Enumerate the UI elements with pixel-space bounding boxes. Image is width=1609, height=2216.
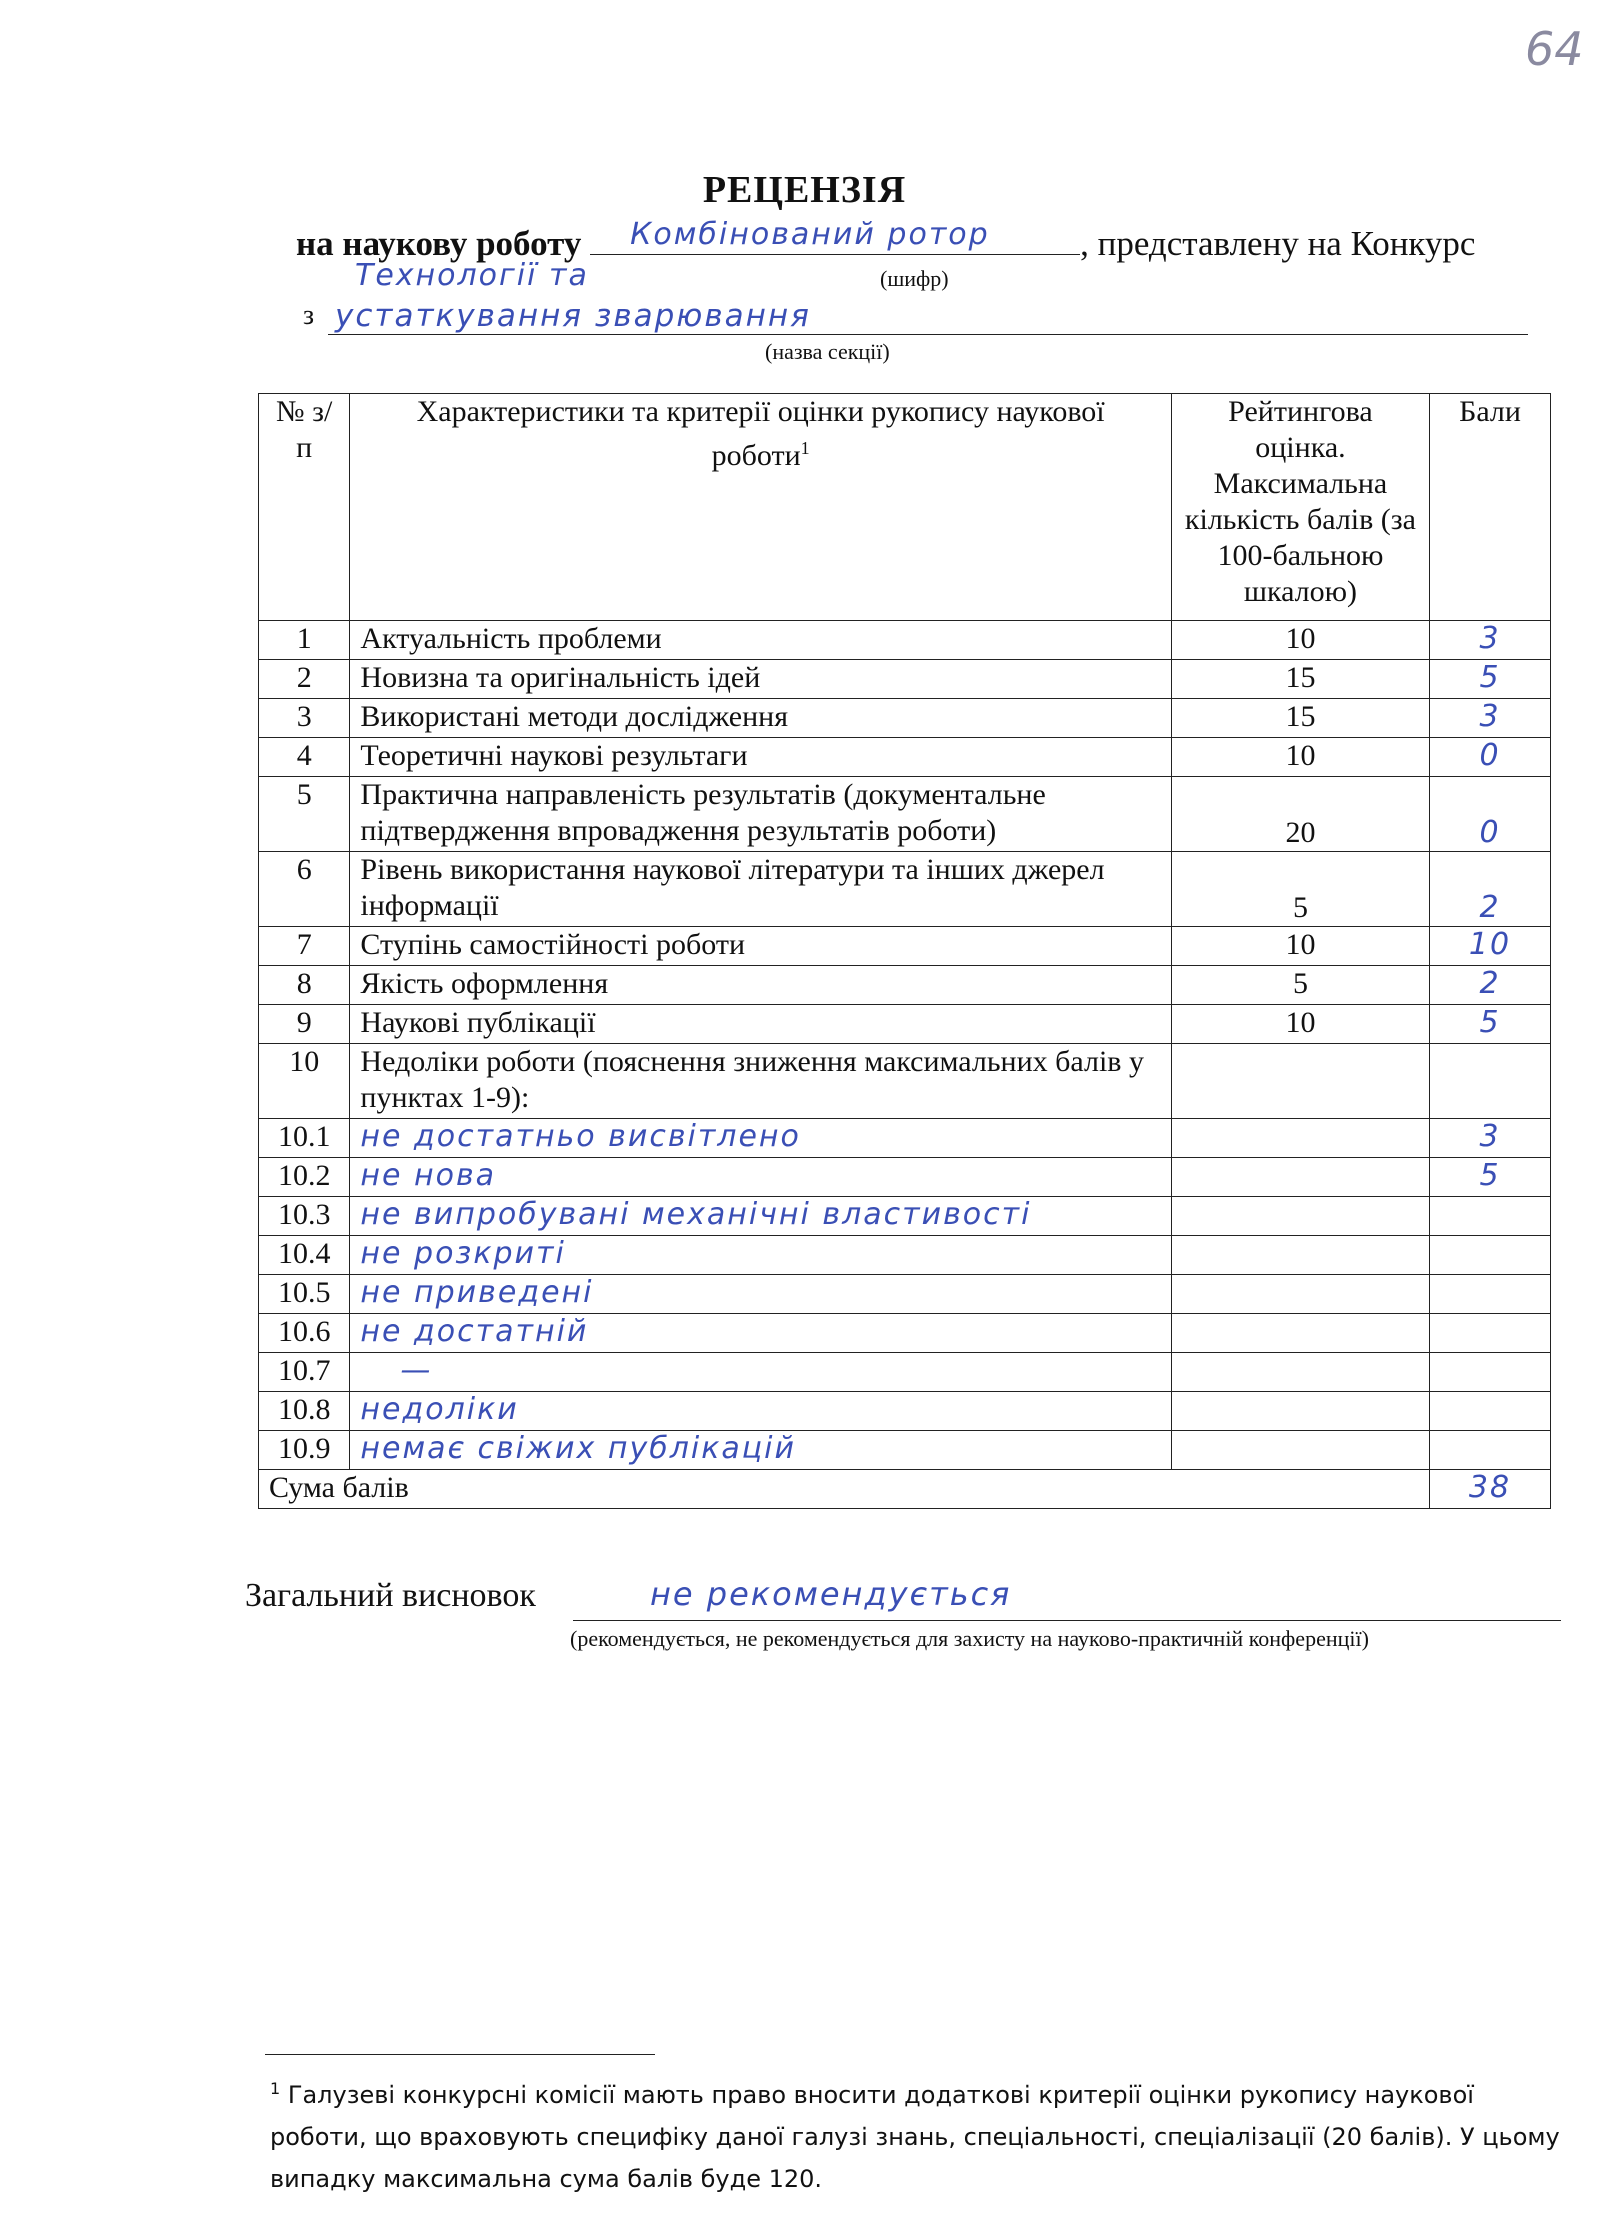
table-subrow	[259, 1236, 1551, 1275]
subrow-max	[1171, 1314, 1429, 1353]
table-subrow	[259, 1119, 1551, 1158]
subrow-max	[1171, 1392, 1429, 1431]
table-subrow	[259, 1197, 1551, 1236]
row-max: 10	[1171, 738, 1429, 777]
table-subrow	[259, 1275, 1551, 1314]
row-score[interactable]	[1430, 1044, 1551, 1119]
subrow-score[interactable]	[1430, 1275, 1551, 1314]
subrow-score[interactable]	[1430, 1197, 1551, 1236]
table-row	[259, 777, 1551, 852]
subrow-score[interactable]	[1430, 1314, 1551, 1353]
conclusion-handwritten: не рекомендується	[650, 1575, 1012, 1613]
table-row	[259, 852, 1551, 927]
subrow-num: 10.2	[259, 1158, 350, 1197]
subrow-note[interactable]: —	[400, 1353, 433, 1388]
subrow-note[interactable]: немає свіжих публікацій	[360, 1431, 796, 1466]
table-row	[259, 660, 1551, 699]
table-row	[259, 1005, 1551, 1044]
header-criteria	[350, 394, 1171, 621]
conclusion-label: Загальний висновок	[245, 1577, 536, 1614]
row-num: 9	[259, 1005, 350, 1044]
table-row	[259, 966, 1551, 1005]
row-criterion: Актуальність проблеми	[350, 621, 1171, 660]
subrow-max	[1171, 1275, 1429, 1314]
table-subrow	[259, 1158, 1551, 1197]
cipher-caption: (шифр)	[880, 266, 949, 291]
row-max: 5	[1171, 852, 1429, 927]
footnote-divider	[265, 2054, 655, 2055]
subrow-max	[1171, 1197, 1429, 1236]
row-num: 1	[259, 621, 350, 660]
row-num: 6	[259, 852, 350, 927]
subrow-note[interactable]: недоліки	[360, 1392, 519, 1427]
subrow-num: 10.5	[259, 1275, 350, 1314]
subrow-num: 10.9	[259, 1431, 350, 1470]
cipher-handwritten: Комбінований ротор	[630, 217, 990, 252]
section-caption: (назва секції)	[765, 339, 890, 364]
document-title: РЕЦЕНЗІЯ	[702, 169, 907, 211]
subrow-note[interactable]: не нова	[360, 1158, 497, 1193]
row-max: 10	[1171, 621, 1429, 660]
row-criterion: Наукові публікації	[350, 1005, 1171, 1044]
row-score[interactable]: 2	[1430, 966, 1551, 1005]
row-score[interactable]: 0	[1430, 777, 1551, 852]
sum-label: Сума балів	[259, 1470, 1430, 1509]
row-score[interactable]: 10	[1430, 927, 1551, 966]
line1-suffix: , представлену на Конкурс	[1080, 224, 1476, 263]
row-score[interactable]: 5	[1430, 660, 1551, 699]
table-subrow	[259, 1353, 1551, 1392]
conclusion-caption: (рекомендується, не рекомендується для захисту на науково-практичній конференції)	[570, 1626, 1369, 1651]
row-criterion: Рівень використання наукової літератури та інших джерел інформації	[350, 852, 1171, 927]
row-criterion: Використані методи дослідження	[350, 699, 1171, 738]
row-num: 2	[259, 660, 350, 699]
table-row	[259, 1044, 1551, 1119]
table-subrow	[259, 1431, 1551, 1470]
row-criterion: Якість оформлення	[350, 966, 1171, 1005]
row-criterion: Ступінь самостійності роботи	[350, 927, 1171, 966]
table-row	[259, 738, 1551, 777]
row-num: 3	[259, 699, 350, 738]
table-subrow	[259, 1392, 1551, 1431]
subrow-note[interactable]: не достатньо висвітлено	[360, 1119, 801, 1154]
row-max: 10	[1171, 1005, 1429, 1044]
row-criterion: Новизна та оригінальність ідей	[350, 660, 1171, 699]
subrow-max	[1171, 1431, 1429, 1470]
table-row	[259, 699, 1551, 738]
footnote-mark: 1	[270, 2079, 281, 2098]
row-num: 8	[259, 966, 350, 1005]
row-num: 10	[259, 1044, 350, 1119]
subrow-score[interactable]	[1430, 1236, 1551, 1275]
row-max: 5	[1171, 966, 1429, 1005]
section-prefix: з	[303, 300, 315, 331]
row-max: 10	[1171, 927, 1429, 966]
row-criterion: Недоліки роботи (пояснення зниження максимальних балів у пунктах 1-9):	[350, 1044, 1171, 1119]
subrow-score[interactable]	[1430, 1353, 1551, 1392]
section-handwritten-top: Технології та	[355, 258, 589, 293]
line1-prefix: на наукову роботу	[296, 224, 582, 263]
row-score[interactable]: 5	[1430, 1005, 1551, 1044]
header-max: Рейтингова оцінка. Максимальна кількість балів (за 100-бальною шкалою)	[1171, 394, 1429, 621]
table-row	[259, 621, 1551, 660]
subrow-num: 10.6	[259, 1314, 350, 1353]
row-criterion: Практична направленість результатів (документальне підтвердження впровадження результатів роботи)	[350, 777, 1171, 852]
section-handwritten: устаткування зварювання	[335, 298, 811, 334]
table-subrow	[259, 1314, 1551, 1353]
conclusion-field[interactable]	[573, 1620, 1561, 1621]
row-score[interactable]: 2	[1430, 852, 1551, 927]
subrow-num: 10.1	[259, 1119, 350, 1158]
cipher-field[interactable]	[590, 217, 1080, 255]
subrow-num: 10.3	[259, 1197, 350, 1236]
row-num: 7	[259, 927, 350, 966]
subrow-score[interactable]	[1430, 1431, 1551, 1470]
row-score[interactable]: 3	[1430, 699, 1551, 738]
row-max	[1171, 1044, 1429, 1119]
subrow-max	[1171, 1158, 1429, 1197]
header-criteria-text: Характеристики та критерії оцінки рукопису наукової роботи	[416, 395, 1105, 472]
subrow-score[interactable]	[1430, 1392, 1551, 1431]
row-score[interactable]: 3	[1430, 621, 1551, 660]
section-field[interactable]	[328, 334, 1528, 335]
row-criterion: Теоретичні наукові результаги	[350, 738, 1171, 777]
header-num: № з/п	[259, 394, 350, 621]
sum-row	[259, 1470, 1551, 1509]
row-max: 20	[1171, 777, 1429, 852]
subrow-num: 10.8	[259, 1392, 350, 1431]
row-score[interactable]: 0	[1430, 738, 1551, 777]
subrow-note[interactable]: не розкриті	[360, 1236, 566, 1271]
evaluation-table	[258, 393, 1551, 1509]
subrow-max	[1171, 1353, 1429, 1392]
footnote	[270, 2068, 1560, 2200]
subrow-max	[1171, 1236, 1429, 1275]
header-score: Бали	[1430, 394, 1551, 621]
subrow-num: 10.7	[259, 1353, 350, 1392]
subrow-score[interactable]: 5	[1430, 1158, 1551, 1197]
row-num: 5	[259, 777, 350, 852]
subrow-num: 10.4	[259, 1236, 350, 1275]
sum-value[interactable]: 38	[1430, 1470, 1551, 1509]
table-row	[259, 927, 1551, 966]
header-criteria-sup: 1	[800, 438, 810, 458]
page-number-handwritten: 64	[1525, 22, 1584, 76]
subrow-note[interactable]: не приведені	[360, 1275, 594, 1310]
footnote-text: Галузеві конкурсні комісії мають право вносити додаткові критерії оцінки рукопису наукової роботи, що враховують специфіку даної галузі знань, спеціальності, спеціалізації (20 балів). У цьому випадку максимальна сума балів буде 120.	[270, 2081, 1560, 2193]
table-header-row	[259, 394, 1551, 621]
subrow-score[interactable]: 3	[1430, 1119, 1551, 1158]
subrow-max	[1171, 1119, 1429, 1158]
row-max: 15	[1171, 699, 1429, 738]
row-max: 15	[1171, 660, 1429, 699]
row-num: 4	[259, 738, 350, 777]
subrow-note[interactable]: не достатній	[360, 1314, 589, 1349]
subrow-note[interactable]: не випробувані механічні властивості	[360, 1197, 1032, 1232]
